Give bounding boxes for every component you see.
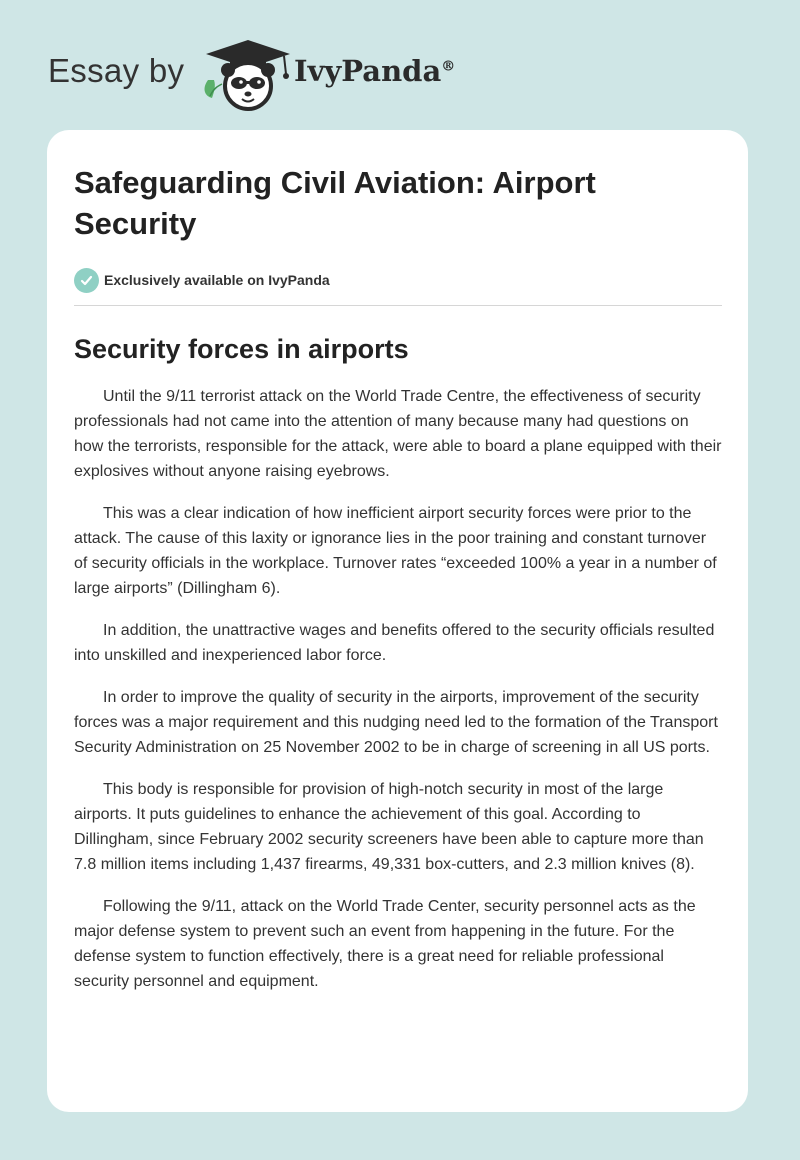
- paragraph: This was a clear indication of how inefficient airport security forces were prior to the attack. The cause of this laxity or ignorance lies in the poor training and constant turnover of security officials in the workplace. Turnover rates “exceeded 100% a year in a number of large airports” (Dillingham 6).: [74, 505, 717, 597]
- brand-name: IvyPanda®: [294, 54, 456, 88]
- panda-graduate-logo-icon: [200, 36, 296, 112]
- exclusive-label: Exclusively available on IvyPanda: [104, 272, 330, 288]
- registered-mark: ®: [441, 58, 456, 75]
- section-heading: Security forces in airports: [74, 334, 409, 364]
- exclusive-badge: [74, 266, 722, 294]
- brand-header[interactable]: [48, 36, 488, 112]
- paragraph: In addition, the unattractive wages and benefits offered to the security officials resulted into unskilled and inexperienced labor force.: [74, 622, 715, 664]
- paragraph: Until the 9/11 terrorist attack on the World Trade Centre, the effectiveness of security professionals had not came into the attention of many because many had questions on how the terrorists, responsible for the attack, were able to board a plane equipped with their explosives without anyone raising eyebrows.: [74, 388, 722, 480]
- article-card: [47, 130, 748, 1112]
- paragraph: This body is responsible for provision of high-notch security in most of the large airports. It puts guidelines to enhance the achievement of this goal. According to Dillingham, since February 2002 security screeners have been able to capture more than 7.8 million items including 1,437 firearms, 49,331 box-cutters, and 2.3 million knives (8).: [74, 781, 704, 873]
- paragraph: Following the 9/11, attack on the World Trade Center, security personnel acts as the major defense system to prevent such an event from happening in the future. For the defense system to function effectively, there is a great need for reliable professional security personnel and equipment.: [74, 898, 696, 990]
- paragraph: In order to improve the quality of security in the airports, improvement of the security forces was a major requirement and this nudging need led to the formation of the Transport Security Administration on 25 November 2002 to be in charge of screening in all US ports.: [74, 689, 718, 756]
- article-title: Safeguarding Civil Aviation: Airport Security: [74, 165, 596, 241]
- divider: [74, 305, 722, 306]
- brand-prefix: Essay by: [48, 52, 185, 89]
- check-icon: [74, 268, 99, 293]
